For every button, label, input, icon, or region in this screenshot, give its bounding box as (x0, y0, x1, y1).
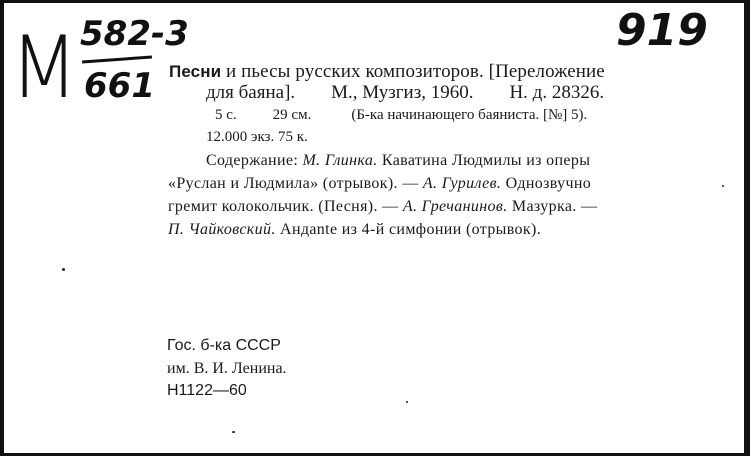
entry-imprint-line (206, 82, 604, 104)
print-speck (62, 268, 65, 271)
contents-composer-gurilev: А. Гурилев. (422, 175, 502, 192)
contents-text: гремит колокольчик. (Песня). — (168, 198, 403, 215)
entry-pages: 5 с. (215, 107, 237, 123)
print-speck (406, 401, 408, 403)
call-number-letter: М (10, 18, 77, 118)
contents-composer-grechaninov: А. Гречанинов. (402, 198, 508, 215)
contents-line-3 (168, 198, 597, 216)
contents-composer-glinka: М. Глинка. (302, 152, 378, 169)
contents-composer-tchaikovsky: П. Чайковский. (168, 221, 276, 238)
call-number-divider (82, 56, 152, 64)
library-card-number: Н1122—60 (167, 382, 247, 399)
entry-size: 29 см. (272, 107, 312, 123)
entry-plate-number: Н. д. 28326. (509, 82, 605, 103)
contents-text: Каватина Людмилы из оперы (377, 152, 591, 169)
entry-series: (Б-ка начинающего баяниста. [№] 5). (351, 107, 588, 123)
contents-text: Мазурка. — (507, 198, 598, 215)
call-number-top: 582-3 (80, 14, 189, 54)
print-speck (232, 431, 235, 433)
contents-line-1 (206, 152, 590, 170)
contents-line-2 (168, 175, 591, 193)
library-dedication: им. В. И. Ленина. (167, 360, 287, 377)
entry-collation-line (215, 107, 587, 124)
accession-number: 919 (616, 5, 708, 56)
call-number-bottom: 661 (84, 66, 155, 106)
entry-title-rest: и пьесы русских композиторов. [Переложение (221, 61, 605, 82)
entry-title-heading: Песни (169, 62, 222, 81)
entry-title-line (169, 61, 605, 83)
entry-imprint: М., Музгиз, 1960. (331, 82, 474, 103)
contents-text: Андante из 4-й симфонии (отрывок). (275, 221, 542, 238)
library-name: Гос. б-ка СССР (167, 337, 281, 354)
contents-text: Однозвучно (501, 175, 592, 192)
entry-title-end: для баяна]. (206, 82, 296, 103)
contents-line-4 (168, 221, 541, 239)
contents-label: Содержание: (206, 152, 303, 169)
contents-text: «Руслан и Людмила» (отрывок). — (168, 175, 423, 192)
print-speck (722, 185, 724, 187)
entry-print-run: 12.000 экз. 75 к. (206, 129, 308, 145)
